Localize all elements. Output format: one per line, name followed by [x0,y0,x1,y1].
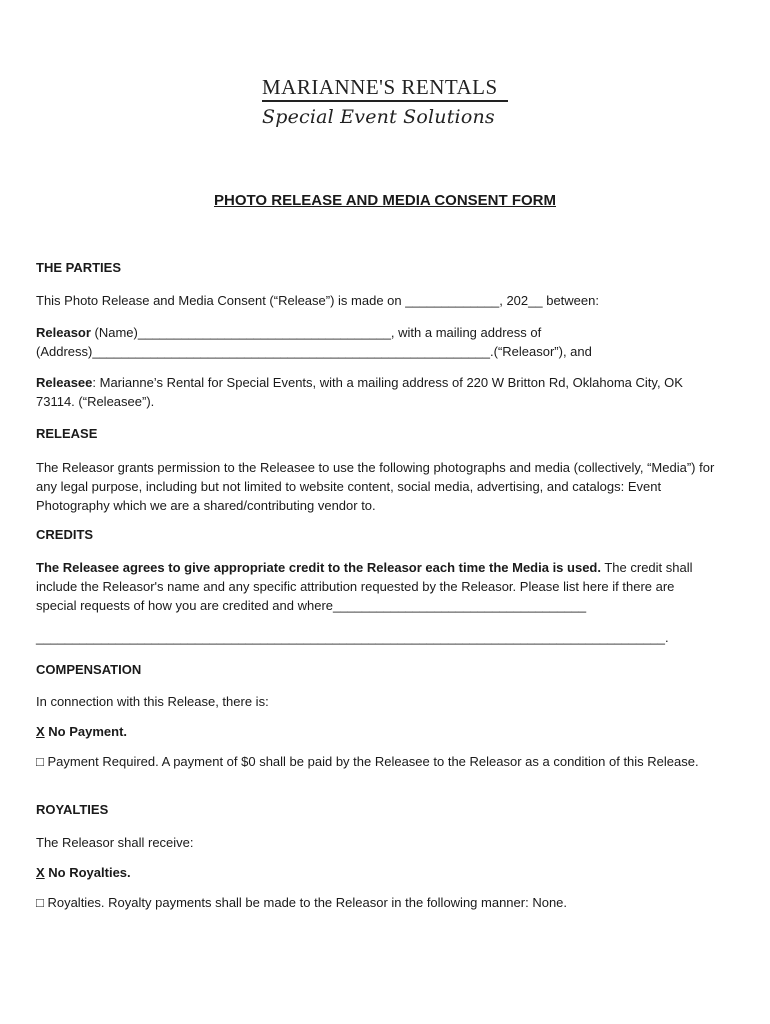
royalties-option-royalties: □ Royalties. Royalty payments shall be made to the Releasor in the following manner: None. [36,895,568,910]
no-payment-label: No Payment. [44,724,128,739]
royalties-intro: The Releasor shall receive: [36,835,194,850]
logo-name: MARIANNE'S RENTALS [262,75,498,99]
releasor-name-field: (Name)___________________________________, with a mailing address of [90,325,542,340]
logo-tagline: Special Event Solutions [262,106,495,128]
company-logo [262,76,508,128]
compensation-option-no-payment [36,722,716,741]
section-heading-credits: CREDITS [36,527,94,542]
credits-paragraph [36,558,716,615]
releasor-address-field: (Address)_______________________________________________________.(“Releasor”), and [36,344,592,359]
credits-text: The credit shall include the Releasor's name and any specific attribution requested by the Releasor. Please list here if there are special requests of how you are credited and where___________________________________ [36,560,693,613]
releasor-label: Releasor [36,325,91,340]
parties-intro: This Photo Release and Media Consent (“Release”) is made on _____________, 202__ between: [36,293,599,308]
section-heading-release: RELEASE [36,426,98,441]
royalties-option-no-royalties [36,863,716,882]
compensation-intro: In connection with this Release, there is: [36,694,269,709]
credits-blank-line: _______________________________________________________________________________________. [36,630,669,645]
credits-bold-text: The Releasee agrees to give appropriate credit to the Releasor each time the Media is used. [36,560,601,575]
releasee-paragraph [36,373,716,411]
logo-rule [262,100,508,102]
compensation-option-payment-required: □ Payment Required. A payment of $0 shall be paid by the Releasee to the Releasor as a condition of this Release. [36,754,699,769]
no-royalties-mark: X [36,865,45,880]
releasor-line-1 [36,323,716,342]
no-payment-mark: X [36,724,45,739]
releasee-label: Releasee [36,375,93,390]
section-heading-royalties: ROYALTIES [36,802,109,817]
document-title: PHOTO RELEASE AND MEDIA CONSENT FORM [214,192,556,209]
section-heading-parties: THE PARTIES [36,260,121,275]
release-text: The Releasor grants permission to the Releasee to use the following photographs and media (collectively, “Media”) for any legal purpose, including but not limited to website content, social media, advertising, and catalogs: Event Photography which we are a shared/contributing vendor to. [36,460,715,513]
section-heading-compensation: COMPENSATION [36,662,142,677]
releasee-text: : Marianne’s Rental for Special Events, with a mailing address of 220 W Britton Rd, Oklahoma City, OK 73114. (“Releasee”). [36,375,683,409]
no-royalties-label: No Royalties. [44,865,131,880]
